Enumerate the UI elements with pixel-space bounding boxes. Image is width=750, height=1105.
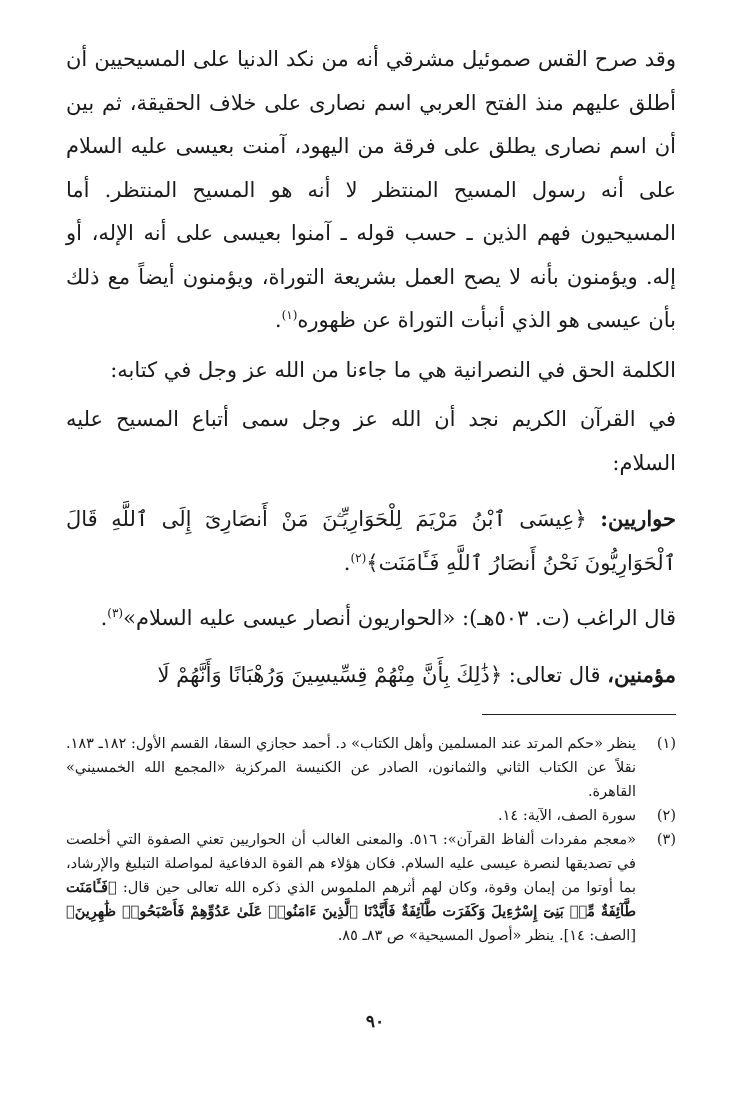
- paragraph-1-text: وقد صرح القس صموئيل مشرقي أنه من نكد الدنيا على المسيحيين أن أطلق عليهم منذ الفتح العربي اسم نصارى على خلاف الحقيقة، ثم بين أن اسم نصارى يطلق على فرقة من اليهود، آمنت بعيسى عليه السلام على أنه رسول المسيح المنتظر لا أنه هو المسيح المنتظر. أما المسيحيون فهم الذين ـ حسب قوله ـ آمنوا بعيسى على أنه الإله، أو إله. ويؤمنون بأنه لا يصح العمل بشريعة التوراة، ويؤمنون أيضاً مع ذلك بأن عيسى هو الذي أنبأت التوراة عن ظهوره: [66, 47, 676, 332]
- paragraph-raghib: قال الراغب (ت. ٥٠٣هـ): «الحواريون أنصار عيسى عليه السلام»$^{(٣)}$.: [100, 606, 676, 630]
- footnote-number: (٢): [656, 808, 676, 824]
- footnote-2: [66, 804, 676, 828]
- quran-quote-2: قال تعالى: ﴿ذَٰلِكَ بِأَنَّ مِنْهُمْ قِسِّيسِينَ وَرُهْبَانًا وَأَنَّهُمْ لَا: [157, 662, 608, 687]
- footnote-3: [66, 828, 676, 948]
- quran-quote-3: ﴿فَـَٔامَنَت طَّآئِفَةٌ مِّنۢ بَنِىٓ إِسْرَٰٓءِيلَ وَكَفَرَت طَّآئِفَةٌ فَأَيَّدْنَا ٱلَّذِينَ ءَامَنُوا۟ عَلَىٰ عَدُوِّهِمْ فَأَصْبَحُوا۟ ظَٰهِرِينَ﴾: [66, 879, 636, 920]
- term-hawariyin: حواريين:: [600, 506, 676, 531]
- quran-quote-1: ﴿عِيسَى ٱبْنُ مَرْيَمَ لِلْحَوَارِيِّـۧنَ مَنْ أَنصَارِىٓ إِلَى ٱللَّهِ قَالَ ٱلْحَوَارِيُّونَ نَحْنُ أَنصَارُ ٱللَّهِ فَـَٔامَنَت﴾: [66, 507, 676, 575]
- paragraph-muminin: [66, 653, 676, 698]
- footnote-text: «معجم مفردات ألفاظ القرآن»: ٥١٦. والمعنى الغالب أن الحواريين تعني الصفوة التي أخلصت في تصديقها لنصرة عيسى عليه السلام. فكان هؤلاء هم القوة الدفاعية لمواصلة التبليغ والإرشاد، بما أوتوا من إيمان وقوة، وكان لهم أثرهم الملموس الذي ذكره الله تعالى حين قال: ﴿فَـَٔامَنَت طَّآئِفَةٌ مِّنۢ بَنِىٓ إِسْرَٰٓءِيلَ وَكَفَرَت طَّآئِفَةٌ فَأَيَّدْنَا ٱلَّذِينَ ءَامَنُوا۟ عَلَىٰ عَدُوِّهِمْ فَأَصْبَحُوا۟ ظَٰهِرِينَ﴾ [الصف: ١٤]. ينظر «أصول المسيحية» ص ٨٣ـ ٨٥.: [66, 832, 636, 944]
- paragraph-2: الكلمة الحق في النصرانية هي ما جاءنا من الله عز وجل في كتابه:: [110, 357, 676, 382]
- footnote-1: [66, 732, 676, 804]
- footnote-text: ينظر «حكم المرتد عند المسلمين وأهل الكتاب» د. أحمد حجازي السقا، القسم الأول: ١٨٢ـ ١٨٣. نقلاً عن الكتاب الثاني والثمانون، الصادر عن الكنيسة المركزية «المجمع الله الخمسيني» القاهرة.: [66, 736, 636, 800]
- footnote-ref-1[interactable]: (١): [281, 308, 298, 322]
- footnote-number: (١): [656, 736, 676, 752]
- footnote-ref-3[interactable]: (٣): [107, 606, 124, 620]
- paragraph-hawariyin: حواريين: ﴿عِيسَى ٱبْنُ مَرْيَمَ لِلْحَوَارِيِّـۧنَ مَنْ أَنصَارِىٓ إِلَى ٱللَّهِ قَالَ ٱلْحَوَارِيُّونَ نَحْنُ أَنصَارُ ٱللَّهِ فَـَٔامَنَت﴾$^{(٢)}$.: [66, 506, 676, 575]
- page-number: ٩٠: [365, 1012, 385, 1032]
- term-muminin: مؤمنين،: [607, 661, 676, 687]
- footnote-text: سورة الصف، الآية: ١٤.: [498, 808, 636, 824]
- paragraph-1: وقد صرح القس صموئيل مشرقي أنه من نكد الدنيا على المسيحيين أن أطلق عليهم منذ الفتح العربي اسم نصارى على خلاف الحقيقة، ثم بين أن اسم نصارى يطلق على فرقة من اليهود، آمنت بعيسى عليه السلام على أنه رسول المسيح المنتظر لا أنه هو المسيح المنتظر. أما المسيحيون فهم الذين ـ حسب قوله ـ آمنوا بعيسى على أنه الإله، أو إله. ويؤمنون بأنه لا يصح العمل بشريعة التوراة، ويؤمنون أيضاً مع ذلك بأن عيسى هو الذي أنبأت التوراة عن ظهوره$^{(١)}$.: [66, 47, 676, 332]
- footnotes: [66, 732, 676, 948]
- main-text: [66, 38, 676, 697]
- footnote-divider: [482, 714, 676, 715]
- footnote-number: (٣): [656, 832, 676, 848]
- paragraph-3: في القرآن الكريم نجد أن الله عز وجل سمى أتباع المسيح عليه السلام:: [66, 407, 676, 475]
- footnote-ref-2[interactable]: (٢): [350, 550, 367, 565]
